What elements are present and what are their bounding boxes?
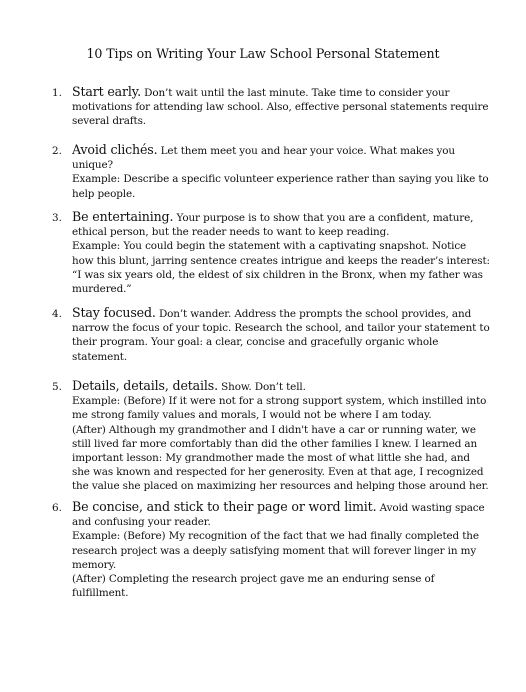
tip-item <box>52 306 492 364</box>
tip-heading: Be concise, and stick to their page or word limit. <box>72 499 377 514</box>
tip-first-line <box>72 210 492 225</box>
tip-number: 4. <box>52 308 62 320</box>
tip-intro-text: Don’t wait until the last minute. Take time to consider your <box>140 87 450 99</box>
document-title: 10 Tips on Writing Your Law School Personal Statement <box>86 46 440 61</box>
tip-first-line <box>72 306 492 321</box>
tip-heading: Avoid clichés. <box>72 142 158 157</box>
tip-body-text: motivations for attending law school. Also, effective personal statements require several drafts. <box>72 101 489 128</box>
tip-body-text: ethical person, but the reader needs to want to keep reading. Example: You could begin the statement with a captivating snapshot. Notice how this blunt, jarring sentence creates intrigue and keeps the reader’s interest: “I was six years old, the eldest of six children in the Bronx, when my father was murdered.” <box>72 226 490 296</box>
tip-body-text: unique? Example: Describe a specific volunteer experience rather than saying you like to help people. <box>72 159 489 200</box>
tip-item <box>52 85 492 129</box>
tip-body-text: narrow the focus of your topic. Research the school, and tailor your statement to their program. Your goal: a clear, concise and gracefully organic whole statement. <box>72 322 490 363</box>
tip-first-line <box>72 85 492 100</box>
tip-number: 5. <box>52 381 62 393</box>
tip-intro-text: Your purpose is to show that you are a confident, mature, <box>173 212 474 224</box>
tip-intro-text: Don’t wander. Address the prompts the school provides, and <box>155 308 472 320</box>
tip-heading: Stay focused. <box>72 305 156 320</box>
tip-heading: Details, details, details. <box>72 378 218 393</box>
tip-item <box>52 210 492 296</box>
tip-body-text: Example: (Before) If it were not for a strong support system, which instilled into me strong family values and morals, I would not be where I am today. (After) Although my grandmother and I didn't have a car or running water, we still lived far more comfortably than did the other families I knew. I learned an important lesson: My grandmother made the most of what little she had, and she was known and respected for her generosity. Even at that age, I recognized the value she placed on maximizing her resources and helping those around her. <box>72 395 489 493</box>
tip-heading: Start early. <box>72 84 141 99</box>
tip-body-text: and confusing your reader. Example: (Before) My recognition of the fact that we had finally completed the research project was a deeply satisfying moment that will forever linger in my memory. (After) Completing the research project gave me an enduring sense of fulfillment. <box>72 516 479 600</box>
tip-first-line <box>72 143 492 158</box>
tip-intro-text: Let them meet you and hear your voice. What makes you <box>157 145 455 157</box>
tip-item <box>52 143 492 201</box>
tip-number: 1. <box>52 87 62 99</box>
tip-intro-text: Show. Don’t tell. <box>217 381 306 393</box>
tip-number: 2. <box>52 145 62 157</box>
tip-heading: Be entertaining. <box>72 209 174 224</box>
tip-item <box>52 500 492 600</box>
tip-first-line <box>72 500 492 515</box>
tip-intro-text: Avoid wasting space <box>376 502 485 514</box>
tip-item <box>52 379 492 494</box>
tip-number: 6. <box>52 502 62 514</box>
tip-number: 3. <box>52 212 62 224</box>
tip-first-line <box>72 379 492 394</box>
